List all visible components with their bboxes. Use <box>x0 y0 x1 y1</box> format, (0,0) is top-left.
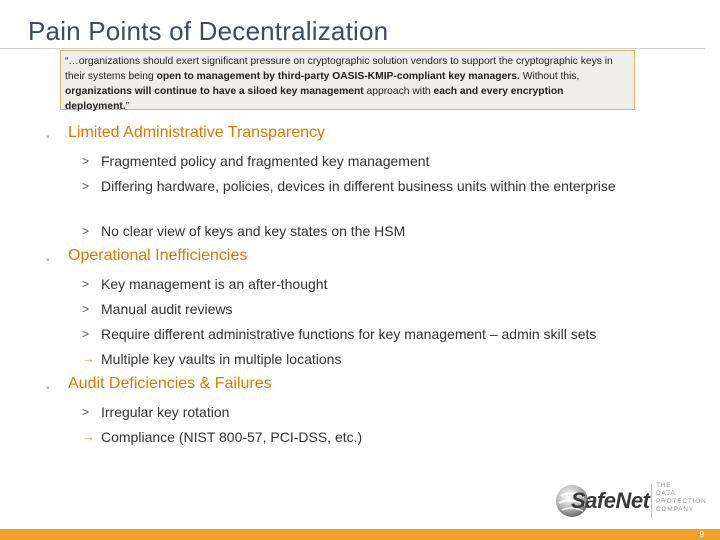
list-item <box>82 151 642 171</box>
quote-emphasis-1: open to management by third-party OASIS-KMIP-compliant key managers. <box>156 71 520 82</box>
bullet-dot-icon: ▪ <box>46 383 50 394</box>
logo-tagline <box>656 482 716 514</box>
footer-accent-bar <box>0 529 720 540</box>
chevron-right-icon: > <box>82 327 90 341</box>
quote-text-1: “…organizations should exert significant pressure on cryptographic solution vendors to support the cryptographic keys in their systems being <box>65 56 613 82</box>
section-heading-text: Operational Inefficiencies <box>68 247 248 264</box>
section-heading-operational <box>46 247 248 266</box>
logo-divider <box>651 484 652 518</box>
safenet-logo <box>555 482 705 520</box>
section-heading-text: Limited Administrative Transparency <box>68 124 325 141</box>
list-item-text: No clear view of keys and key states on the HSM <box>101 223 406 239</box>
list-item <box>82 349 682 369</box>
list-item <box>82 176 642 196</box>
list-item-text: Key management is an after-thought <box>101 276 328 292</box>
section-heading-audit <box>46 375 272 394</box>
list-item-text: Compliance (NIST 800-57, PCI-DSS, etc.) <box>101 429 363 445</box>
list-item <box>82 221 642 241</box>
title-divider <box>0 48 705 49</box>
bullet-dot-icon: ▪ <box>46 132 50 143</box>
list-item-text: Multiple key vaults in multiple locations <box>101 351 342 367</box>
chevron-right-icon: > <box>82 302 90 316</box>
quote-callout <box>60 50 635 110</box>
section-heading-text: Audit Deficiencies & Failures <box>68 375 272 392</box>
tagline-line: PROTECTION <box>656 498 707 505</box>
section-heading-transparency <box>46 124 325 143</box>
tagline-line: COMPANY <box>656 506 694 513</box>
list-item <box>82 427 682 447</box>
list-item <box>82 274 682 294</box>
chevron-right-icon: > <box>82 179 90 193</box>
list-item-text: Irregular key rotation <box>101 404 230 420</box>
quote-text-4: ” <box>125 101 130 112</box>
bullet-dot-icon: ▪ <box>46 255 50 266</box>
tagline-line: DATA <box>656 490 676 497</box>
list-item <box>82 324 702 344</box>
page-number: 9 <box>699 530 704 539</box>
list-item-text: Manual audit reviews <box>101 301 233 317</box>
quote-text-3: approach with <box>363 86 434 97</box>
chevron-right-icon: > <box>82 224 90 238</box>
list-item <box>82 402 682 422</box>
arrow-right-icon: → <box>82 429 95 444</box>
list-item-text: Differing hardware, policies, devices in different business units within the enterprise <box>101 178 616 194</box>
quote-emphasis-3: each and every encryption deployment. <box>65 86 564 112</box>
slide-title: Pain Points of Decentralization <box>28 16 389 46</box>
chevron-right-icon: > <box>82 405 90 419</box>
list-item <box>82 299 682 319</box>
chevron-right-icon: > <box>82 154 90 168</box>
logo-wordmark: SafeNet <box>571 488 650 513</box>
tagline-line: THE <box>656 482 672 489</box>
list-item-text: Require different administrative functions for key management – admin skill sets <box>101 326 597 342</box>
quote-text-2: Without this, <box>519 71 580 82</box>
list-item-text: Fragmented policy and fragmented key management <box>101 153 430 169</box>
quote-emphasis-2: organizations will continue to have a siloed key management <box>65 86 364 97</box>
arrow-right-icon: → <box>82 351 95 366</box>
chevron-right-icon: > <box>82 277 90 291</box>
